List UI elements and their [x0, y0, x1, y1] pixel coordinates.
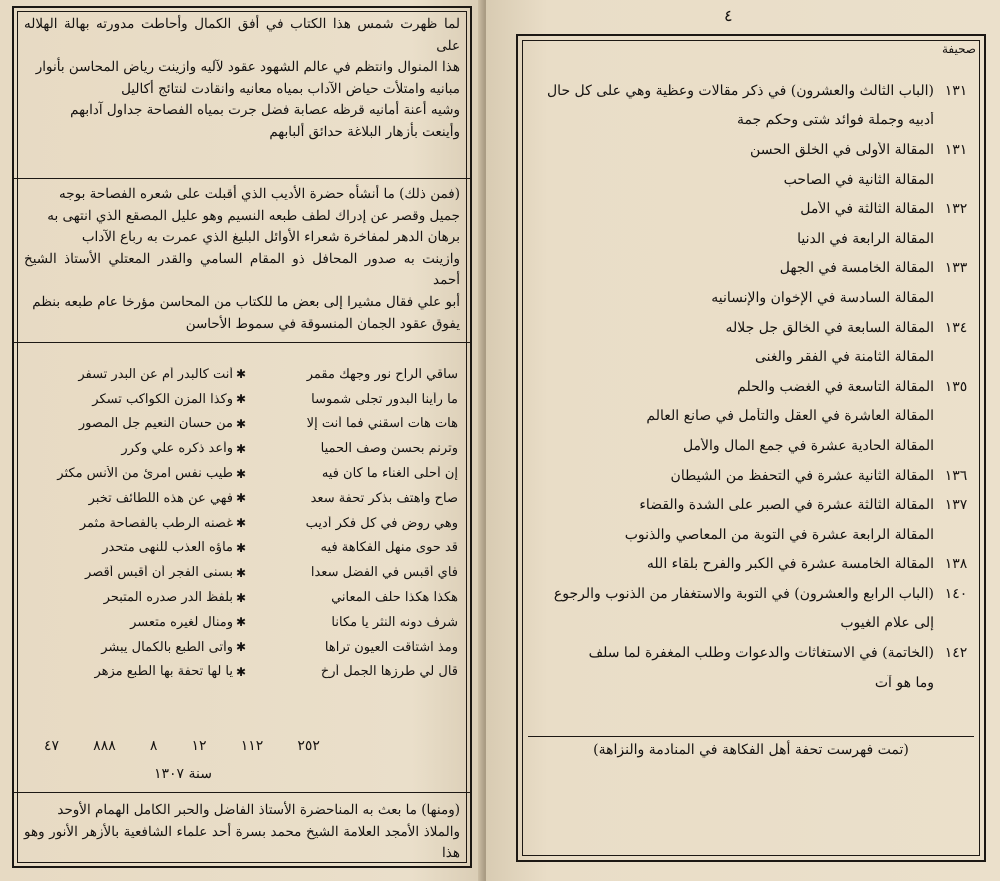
table-of-contents	[524, 76, 978, 697]
toc-title: إلى علام الغيوب	[840, 615, 934, 632]
toc-title: المقالة الحادية عشرة في جمع المال والأمل	[682, 437, 934, 454]
toc-entry	[524, 490, 978, 520]
toc-page-number: ١٣٢	[944, 201, 968, 218]
hemistich-second: أنت كالبدر أم عن البدر تسفر	[78, 366, 233, 382]
toc-page-number: ١٣٦	[944, 467, 968, 484]
verse-row	[22, 412, 462, 437]
toc-entry	[524, 579, 978, 609]
star-separator-icon: ✱	[235, 640, 247, 655]
hemistich-second: فهي عن هذه اللطائف تخبر	[88, 490, 233, 506]
hemistich-first: شرف دونه النثر يا مكانا	[331, 614, 458, 630]
verse-row	[22, 461, 462, 486]
toc-entry	[524, 254, 978, 284]
toc-entry	[524, 668, 978, 698]
toc-title: المقالة الثانية عشرة في التحفظ من الشيطان	[670, 467, 934, 484]
hemistich-first: هكذا هكذا حلف المعاني	[331, 590, 458, 606]
star-separator-icon: ✱	[235, 516, 247, 531]
star-separator-icon: ✱	[235, 466, 247, 481]
chronogram-number: ٢٥٢	[297, 738, 320, 754]
toc-page-number: ١٣٤	[944, 319, 968, 336]
toc-title: المقالة الثالثة عشرة في الصبر على الشدة والقضاء	[639, 497, 934, 514]
toc-title: أدبيه وجملة فوائد شتى وحكم جمة	[736, 112, 934, 129]
hemistich-first: ما رأينا البدور تجلى شموسا	[311, 391, 458, 407]
chronogram-number: ١١٢	[240, 738, 264, 754]
toc-title: المقالة الرابعة في الدنيا	[797, 230, 934, 247]
text-line: وشيه أعنة أمانيه قرظه عصابة فضل جرت بمياه الفصاحة جداول آدابهم	[70, 102, 460, 119]
toc-entry	[524, 76, 978, 106]
toc-page-number: ١٣١	[944, 82, 968, 99]
toc-entry	[524, 461, 978, 491]
hemistich-second: يا لها تحفة بها الطبع مزهر	[94, 664, 233, 680]
chronogram-number: ٨٨٨	[93, 738, 116, 754]
divider	[14, 792, 470, 793]
right-page-frame	[516, 34, 986, 862]
toc-title: المقالة الثامنة في الفقر والغنى	[754, 349, 934, 366]
star-separator-icon: ✱	[235, 491, 247, 506]
hemistich-first: إن أحلى الغناء ما كان فيه	[321, 466, 458, 482]
text-line: والملاذ الأمجد العلامة الشيخ محمد بسرة أحد علماء الشافعية بالأزهر الأنور وهو هذا	[24, 823, 460, 862]
verse-row	[22, 511, 462, 536]
toc-page-number: ١٣٥	[944, 378, 968, 395]
verse-row	[22, 387, 462, 412]
hemistich-first: فأي أقبس في الفضل سعدا	[310, 565, 458, 581]
toc-title: المقالة التاسعة في الغضب والحلم	[737, 378, 934, 395]
star-separator-icon: ✱	[235, 540, 247, 555]
star-separator-icon: ✱	[235, 392, 247, 407]
verse-row	[22, 660, 462, 685]
toc-title: (الباب الثالث والعشرون) في ذكر مقالات وعظية وهي على كل حال	[547, 82, 934, 99]
toc-title: (الخاتمة) في الاستغاثات والدعوات وطلب المغفرة لما سلف	[588, 645, 934, 662]
toc-entry	[524, 283, 978, 313]
hemistich-second: غصنه الرطب بالفصاحة مثمر	[79, 515, 233, 531]
text-line: (ومنها) ما بعث به المناحضرة الأستاذ الفاضل والحبر الكامل الهمام الأوحد	[57, 802, 460, 818]
toc-page-number: ١٣١	[944, 141, 968, 158]
toc-title: (الباب الرابع والعشرون) في التوبة والاستغفار من الذنوب والرجوع	[553, 585, 934, 602]
hemistich-first: وهي روض في كل فكر أديب	[305, 515, 458, 531]
star-separator-icon: ✱	[235, 441, 247, 456]
toc-page-number: ١٤٠	[944, 585, 968, 602]
chronogram-number: ١٢	[191, 738, 207, 754]
toc-title: المقالة الأولى في الخلق الحسن	[750, 141, 934, 158]
toc-title: المقالة السادسة في الإخوان والإنسانيه	[711, 289, 934, 306]
hemistich-second: طيب نفس امرئ من الأنس مكثر	[57, 466, 233, 482]
toc-page-number: ١٣٨	[944, 556, 968, 573]
hemistich-first: قد حوى منهل الفكاهة فيه	[320, 540, 458, 556]
text-line: أبو علي فقال مشيرا إلى بعض ما للكتاب من المحاسن مؤرخا عام طبعه بنظم	[32, 293, 460, 310]
verse-row	[22, 585, 462, 610]
toc-entry	[524, 372, 978, 402]
poem-verses	[22, 362, 462, 684]
verse-row	[22, 436, 462, 461]
text-line: جميل وقصر عن إدراك لطف طبعه النسيم وهو عليل المصقع الذي انتهى به	[47, 207, 460, 224]
star-separator-icon: ✱	[235, 565, 247, 580]
right-page	[486, 0, 1000, 881]
hemistich-second: بسنى الفجر أن أقبس أقصر	[85, 565, 233, 581]
hemistich-second: وأتى الطبع بالكمال يبشر	[101, 639, 233, 655]
poet-introduction-paragraph	[24, 184, 460, 335]
hemistich-second: بلفظ الدر صدره المتبحر	[103, 590, 233, 606]
text-line: مبانيه وامتلأت حياض الآداب بمياه معانيه وانقادت لنتائج أكاليل	[121, 80, 460, 97]
toc-page-number: ١٣٣	[944, 260, 968, 277]
hemistich-second: من حسان النعيم جل المصور	[78, 416, 233, 432]
star-separator-icon: ✱	[235, 664, 247, 679]
verse-row	[22, 610, 462, 635]
toc-entry	[524, 402, 978, 432]
verse-row	[22, 536, 462, 561]
text-line: برهان الدهر لمفاخرة شعراء الأوائل البليغ الذي عمرت به رباع الآداب	[81, 229, 460, 246]
chronogram-year: سنة ١٣٠٧	[154, 766, 212, 782]
text-line: يفوق عقود الجمان المنسوقة في سموط الأحاسن	[185, 315, 460, 332]
toc-entry	[524, 342, 978, 372]
toc-entry	[524, 106, 978, 136]
star-separator-icon: ✱	[235, 615, 247, 630]
text-line: (فمن ذلك) ما أنشأه حضرة الأديب الذي أقبلت على شعره الفصاحة بوجه	[59, 186, 460, 202]
text-line: وأينعت بأزهار البلاغة حدائق ألبابهم	[269, 123, 460, 140]
chronogram-number: ٨	[149, 738, 158, 754]
page-number: ٤	[724, 6, 733, 25]
hemistich-second: وكذا المزن الكواكب تسكر	[92, 391, 233, 407]
hemistich-second: وأعد ذكره علي وكرر	[121, 441, 233, 457]
star-separator-icon: ✱	[235, 416, 247, 431]
toc-entry	[524, 550, 978, 580]
verse-row	[22, 635, 462, 660]
toc-entry	[524, 135, 978, 165]
left-page-frame	[12, 6, 472, 868]
hemistich-first: ومذ اشتاقت العيون تراها	[324, 639, 458, 655]
hemistich-first: قال لي طرزها الجمل أرخ	[320, 664, 458, 680]
verse-row	[22, 362, 462, 387]
toc-entry	[524, 638, 978, 668]
left-page	[0, 0, 484, 881]
toc-closing-note: (تمت فهرست تحفة أهل الفكاهة في المنادمة والنزاهة)	[593, 742, 909, 758]
toc-title: المقالة الثانية في الصاحب	[783, 171, 934, 188]
text-line: هذا المنوال وانتظم في عالم الشهود عقود لآليه وازينت رياض المحاسن بأنوار	[35, 59, 460, 76]
toc-title: المقالة الثالثة في الأمل	[800, 201, 934, 218]
divider	[14, 178, 470, 179]
text-line: وازينت به صدور المحافل ذو المقام السامي والقدر المعتلي الأستاذ الشيخ أحمد	[24, 250, 460, 289]
toc-page-number: ١٣٧	[944, 497, 968, 514]
toc-entry	[524, 431, 978, 461]
hemistich-second: ومنال لغيره متعسر	[130, 614, 233, 630]
toc-title: المقالة السابعة في الخالق جل جلاله	[725, 319, 934, 336]
toc-entry	[524, 520, 978, 550]
divider	[528, 736, 974, 737]
hemistich-first: هات هات اسقني فما أنت إلا	[306, 416, 458, 432]
hemistich-first: صاح واهتف بذكر تحفة سعد	[310, 490, 458, 506]
hemistich-first: وترنم بحسن وصف الحميا	[320, 441, 458, 457]
toc-page-number: ١٤٢	[944, 645, 968, 662]
toc-entry	[524, 609, 978, 639]
divider	[14, 342, 470, 343]
text-line: لما ظهرت شمس هذا الكتاب في أفق الكمال وأحاطت مدورته بهالة الهلاله على	[24, 16, 460, 54]
intro-paragraph	[24, 14, 460, 144]
toc-title: المقالة الرابعة عشرة في التوبة من المعاصي والذنوب	[624, 526, 934, 543]
chronogram-number: ٤٧	[44, 738, 60, 754]
toc-title: المقالة الخامسة في الجهل	[779, 260, 934, 277]
star-separator-icon: ✱	[235, 367, 247, 382]
closing-paragraph	[24, 800, 460, 865]
chronogram-numbers	[44, 738, 320, 754]
toc-title: المقالة العاشرة في العقل والتأمل في صانع العالم	[646, 408, 934, 425]
page-column-header: صحيفة	[941, 42, 976, 56]
verse-row	[22, 486, 462, 511]
toc-entry	[524, 313, 978, 343]
toc-entry	[524, 165, 978, 195]
toc-title: وما هو آت	[874, 674, 934, 691]
hemistich-first: ساقي الراح نور وجهك مقمر	[306, 366, 458, 382]
toc-title: المقالة الخامسة عشرة في الكبر والفرح بلقاء الله	[646, 556, 934, 573]
hemistich-second: ماؤه العذب للنهى متحدر	[102, 540, 233, 556]
toc-entry	[524, 224, 978, 254]
star-separator-icon: ✱	[235, 590, 247, 605]
verse-row	[22, 560, 462, 585]
toc-entry	[524, 194, 978, 224]
